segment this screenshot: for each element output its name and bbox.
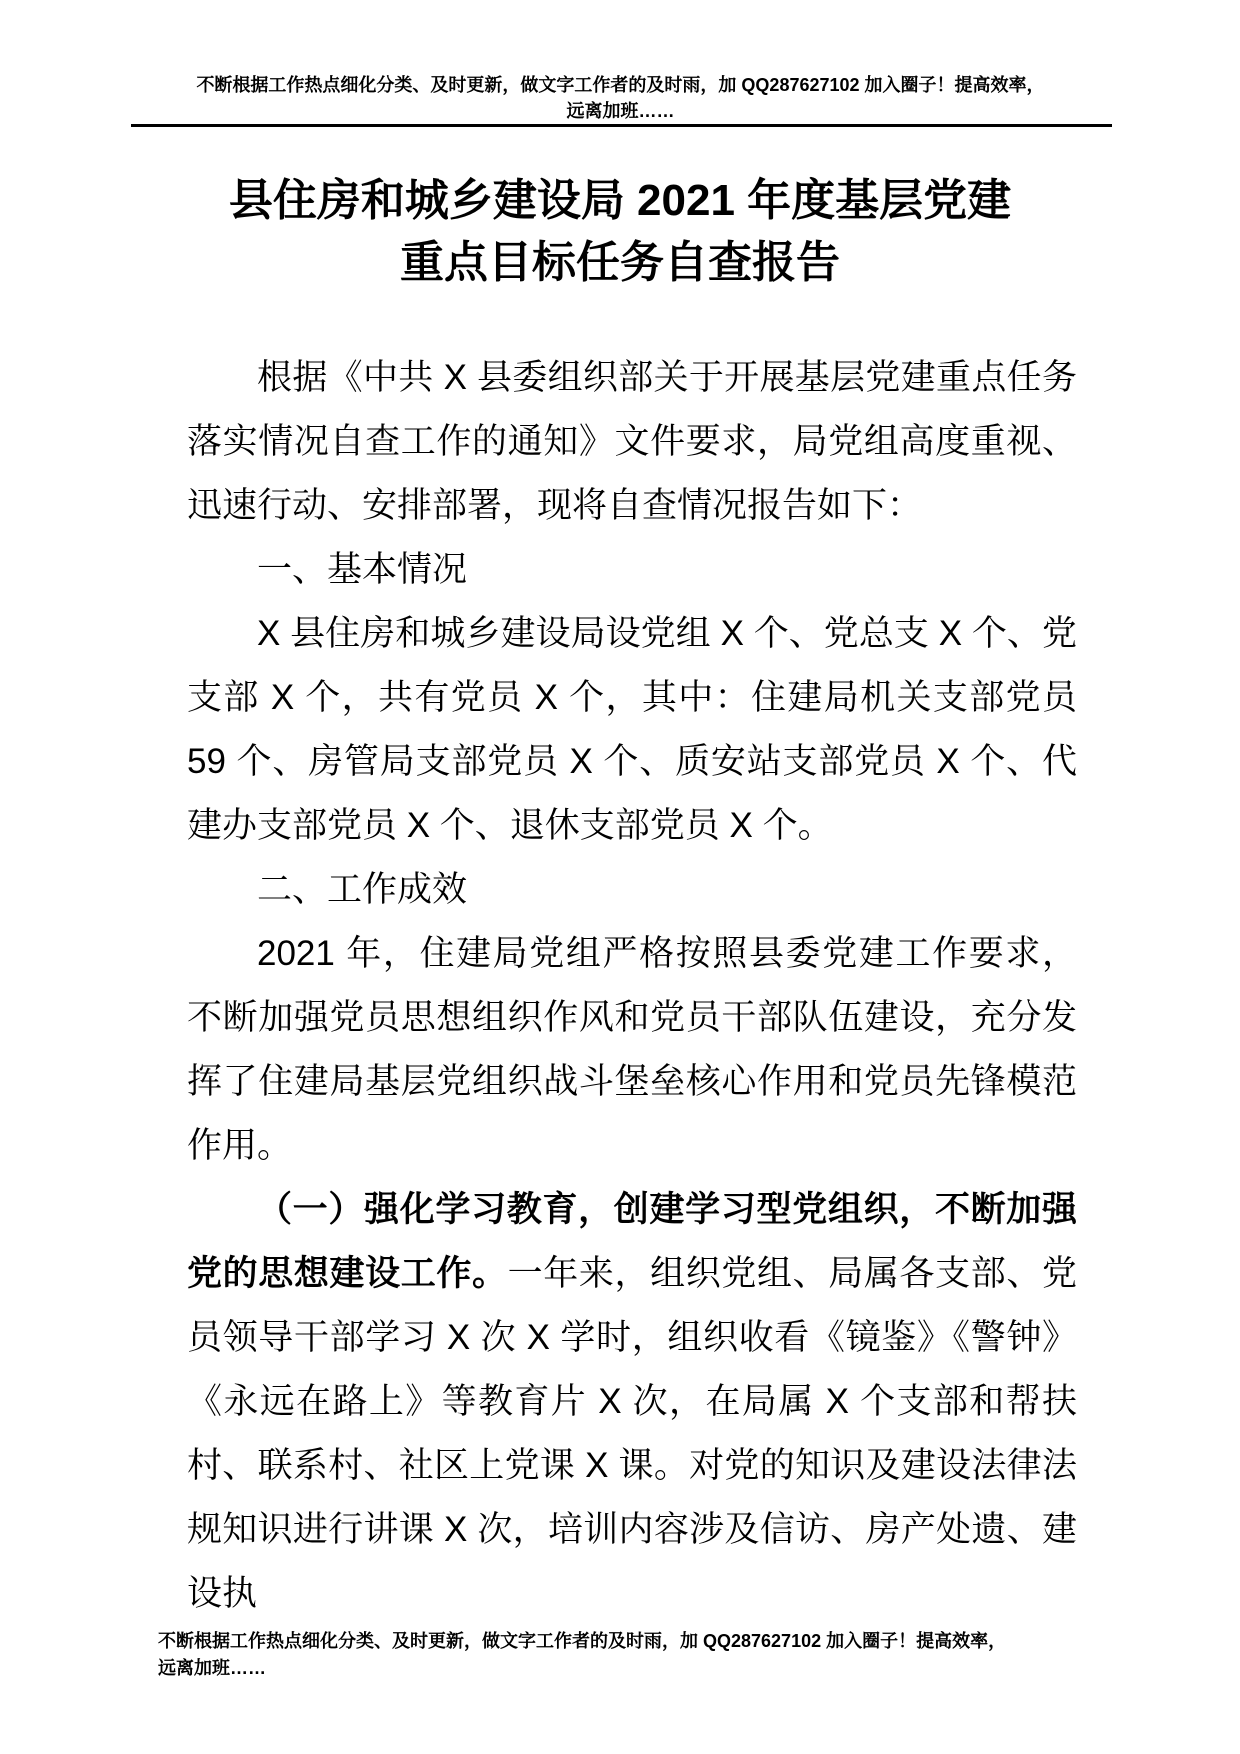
- paragraph-text: 根据《中共 X 县委组织部关于开展基层党建重点任务落实情况自查工作的通知》文件要求，局党组高度重视、迅速行动、安排部署，现将自查情况报告如下：: [187, 358, 1077, 525]
- page-footer-note: [158, 1628, 1098, 1682]
- footer-line-2: 远离加班……: [158, 1658, 266, 1678]
- section-heading: [187, 858, 1077, 922]
- document-title: [70, 170, 1170, 294]
- body-paragraph: [187, 602, 1077, 858]
- section-heading: [187, 538, 1077, 602]
- title-line-1: 县住房和城乡建设局 2021 年度基层党建: [228, 176, 1012, 225]
- header-line-1: 不断根据工作热点细化分类、及时更新，做文字工作者的及时雨，加 QQ287627102 加入圈子！提高效率，: [196, 75, 1045, 95]
- footer-line-1: 不断根据工作热点细化分类、及时更新，做文字工作者的及时雨，加 QQ287627102 加入圈子！提高效率，: [158, 1631, 1007, 1651]
- body-paragraph: [187, 346, 1077, 538]
- paragraph-text-bold: （一）强化学习教育，创建学习型党组织，不断加强党的思想建设工作。: [187, 1190, 1077, 1293]
- paragraph-text: 2021 年，住建局党组严格按照县委党建工作要求，不断加强党员思想组织作风和党员干部队伍建设，充分发挥了住建局基层党组织战斗堡垒核心作用和党员先锋模范作用。: [187, 934, 1077, 1165]
- title-line-2: 重点目标任务自查报告: [400, 238, 840, 287]
- body-paragraph: [187, 922, 1077, 1178]
- paragraph-text: 一、基本情况: [257, 550, 468, 589]
- paragraph-text: 二、工作成效: [257, 870, 468, 909]
- paragraph-text: X 县住房和城乡建设局设党组 X 个、党总支 X 个、党支部 X 个，共有党员 X 个，其中：住建局机关支部党员 59 个、房管局支部党员 X 个、质安站支部党员 X 个、代建办支部党员 X 个、退休支部党员 X 个。: [187, 614, 1077, 845]
- document-body: [187, 346, 1077, 1626]
- header-line-2: 远离加班……: [566, 101, 675, 121]
- page-header-note: [130, 72, 1111, 124]
- paragraph-text: 一年来，组织党组、局属各支部、党员领导干部学习 X 次 X 学时，组织收看《镜鉴》《警钟》《永远在路上》等教育片 X 次，在局属 X 个支部和帮扶村、联系村、社区上党课 X 课。对党的知识及建设法律法规知识进行讲课 X 次，培训内容涉及信访、房产处遗、建设执: [187, 1254, 1077, 1613]
- body-paragraph: [187, 1178, 1077, 1626]
- header-rule-divider: [131, 124, 1112, 127]
